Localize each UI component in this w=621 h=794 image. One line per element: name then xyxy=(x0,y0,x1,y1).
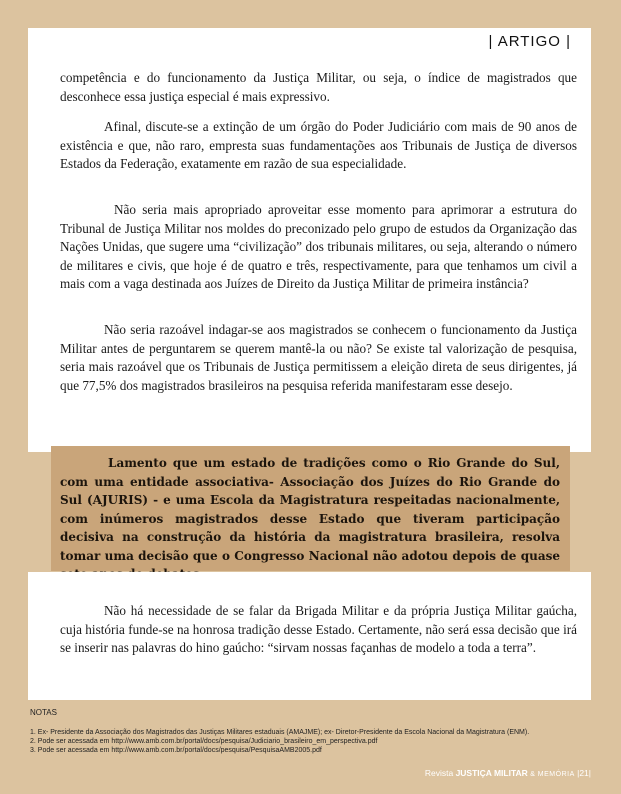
note-item: 3. Pode ser acessada em http://www.amb.com.br/portal/docs/pesquisa/PesquisaAMB2005.pdf xyxy=(30,747,322,754)
page-number: |21| xyxy=(577,768,591,778)
paragraph-1: competência e do funcionamento da Justiça Militar, ou seja, o índice de magistrados que desconhece essa justiça especial é mais expressivo. xyxy=(60,70,577,104)
notes-list xyxy=(30,728,590,755)
footer-prefix: Revista xyxy=(424,768,454,778)
footnotes xyxy=(30,708,590,755)
magazine-name: JUSTIÇA MILITAR xyxy=(455,768,528,778)
paragraph-4: Não seria razoável indagar-se aos magistrados se conhecem o funcionamento da Justiça Militar antes de perguntarem se querem mantê-la ou não? Se existe tal valorização de pesquisa, seria mais razoável que os Tribunais de Justiça permitissem a eleição direta de seus dirigentes, já que 77,5% dos magistrados brasileiros na pesquisa referida manifestaram esse desejo. xyxy=(60,322,577,393)
pull-quote-text: Lamento que um estado de tradições como o Rio Grande do Sul, com uma entidade associativa- Associação dos Juízes do Rio Grande do Sul (AJURIS) - e uma Escola da Magistratura respeitadas nacionalmente, com inúmeros magistrados desse Estado que tiveram participação decisiva na construção da história da magistratura brasileira, resolva tomar uma decisão que o Congresso Nacional não adotou depois de quase xyxy=(60,456,560,563)
notes-title: NOTAS xyxy=(30,708,57,717)
closing-paragraph: Não há necessidade de se falar da Brigada Militar e da própria Justiça Militar gaúcha, cuja história funde-se na honrosa tradição desse Estado. Certamente, não será essa decisão que irá se inserir nas palavras do hino gaúcho: “sirvam nossas façanhas de modelo a toda a terra”. xyxy=(60,603,577,656)
article-panel xyxy=(28,28,591,452)
page-footer xyxy=(425,768,591,778)
section-label: | ARTIGO | xyxy=(488,33,571,50)
note-item: 2. Pode ser acessada em http://www.amb.com.br/portal/docs/pesquisa/Judiciario_brasileiro_em_perspectiva.pdf xyxy=(30,738,378,745)
magazine-subtitle: & MEMÓRIA xyxy=(530,771,575,778)
paragraph-3: Não seria mais apropriado aproveitar esse momento para aprimorar a estrutura do Tribunal de Justiça Militar nos moldes do preconizado pelo grupo de estudos da Organização das Nações Unidas, que sugere uma “civilização” dos tribunais militares, ou seja, alterando o número de militares e civis, que hoje é de quatro e três, respectivamente, para que tenhamos um civil a mais com a vaga destinada aos Juízes de Direito da Justiça Militar de primeira instância? xyxy=(60,202,577,292)
paragraph-2: Afinal, discute-se a extinção de um órgão do Poder Judiciário com mais de 90 anos de existência e que, não raro, empresta suas fundamentações aos Tribunais de Justiça de diversos Estados da Federação, exatamente em razão de sua especialidade. xyxy=(60,119,577,172)
pull-quote-box xyxy=(51,446,570,571)
closing-panel xyxy=(28,572,591,700)
note-item: 1. Ex- Presidente da Associação dos Magistrados das Justiças Militares estaduais (AMAJME); ex- Diretor-Presidente da Escola Nacional da Magistratura (ENM). xyxy=(30,729,530,736)
